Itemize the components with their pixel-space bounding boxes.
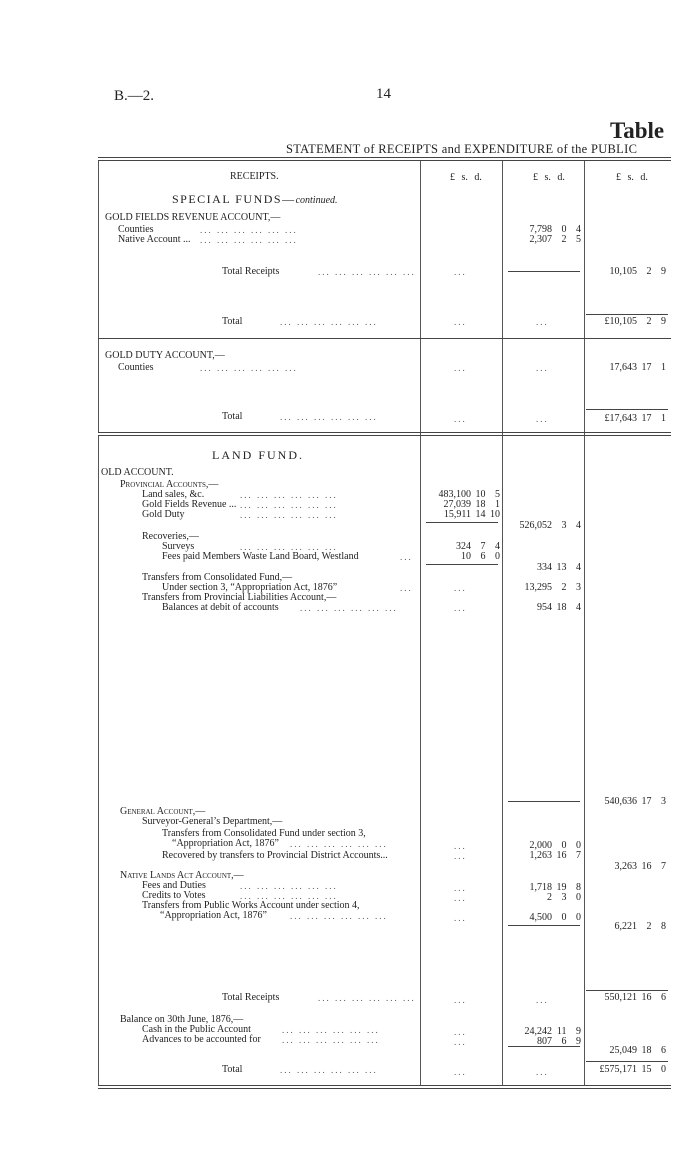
gd-total-leaders: ... ... ... ... ... ...: [280, 412, 378, 422]
cash-c1: ...: [454, 1027, 467, 1037]
receipts-header: RECEIPTS.: [230, 171, 279, 182]
land-total-receipts-c2: ...: [536, 995, 549, 1005]
gf-native-leaders: ... ... ... ... ... ...: [200, 235, 298, 245]
col-divider-1: [420, 161, 421, 1086]
special-funds-end-rule-2: [98, 435, 671, 436]
balance-label: Balance on 30th June, 1876,—: [120, 1014, 244, 1025]
recovered-c1: ...: [454, 851, 467, 861]
gf-total-receipts-c1: ...: [454, 267, 467, 277]
advances-leaders: ... ... ... ... ... ...: [282, 1035, 380, 1045]
under-section-amount: 13,295 2 3: [524, 582, 581, 593]
table-top-rule: [98, 157, 671, 158]
land-total-receipts-leaders: ... ... ... ... ... ...: [318, 993, 416, 1003]
gd-total-amount: £17,643 17 1: [604, 413, 666, 424]
col3-header: £ s. d.: [616, 172, 648, 183]
under-section-label: Under section 3, “Appropriation Act, 1876”: [162, 582, 338, 593]
land-fund-heading: LAND FUND.: [212, 448, 304, 462]
transfers-cons-amount: 2,000 0 0: [529, 840, 581, 851]
transfers-cons-label-2: “Appropriation Act, 1876”: [172, 838, 279, 849]
gf-total-receipts-amount: 10,105 2 9: [609, 266, 666, 277]
grand-total-amount: £575,171 15 0: [599, 1064, 666, 1075]
grand-total-c2: ...: [536, 1067, 549, 1077]
provincial-rule: [426, 522, 498, 523]
gf-total-top-rule: [586, 314, 668, 315]
credits-votes-c1: ...: [454, 893, 467, 903]
recovered-amount: 1,263 16 7: [529, 850, 581, 861]
fees-label: Fees paid Members Waste Land Board, Westland: [162, 551, 359, 562]
gold-duty-label: Gold Duty: [142, 509, 185, 520]
advances-amount: 807 6 9: [537, 1036, 581, 1047]
gd-counties-c1: ...: [454, 363, 467, 373]
cash-label: Cash in the Public Account: [142, 1024, 251, 1035]
provincial-total: 526,052 3 4: [519, 520, 581, 531]
transfers-cons-label-1: Transfers from Consolidated Fund under section 3,: [162, 828, 366, 839]
recovered-label: Recovered by transfers to Provincial District Accounts...: [162, 850, 388, 861]
transfers-pw-label-2: “Appropriation Act, 1876”: [160, 910, 267, 921]
recoveries-total: 334 13 4: [537, 562, 581, 573]
surveyor-general-label: Surveyor-General’s Department,—: [142, 816, 283, 827]
transfers-pw-leaders: ... ... ... ... ... ...: [290, 911, 388, 921]
col-divider-3: [584, 161, 585, 1086]
gd-counties-amount: 17,643 17 1: [609, 362, 666, 373]
gf-total-c1: ...: [454, 317, 467, 327]
col2-header: £ s. d.: [533, 172, 565, 183]
balances-debit-amount: 954 18 4: [537, 602, 581, 613]
gf-total-amount: £10,105 2 9: [604, 316, 666, 327]
advances-label: Advances to be accounted for: [142, 1034, 261, 1045]
fees-duties-c1: ...: [454, 883, 467, 893]
transfers-cons-c1: ...: [454, 841, 467, 851]
grand-total-label: Total: [222, 1064, 243, 1075]
transfers-pw-amount: 4,500 0 0: [529, 912, 581, 923]
balances-debit-leaders: ... ... ... ... ... ...: [300, 603, 398, 613]
general-account-total: 3,263 16 7: [614, 861, 666, 872]
gd-total-c1: ...: [454, 414, 467, 424]
native-lands-total: 6,221 2 8: [614, 921, 666, 932]
col-divider-2: [502, 161, 503, 1086]
special-funds-end-rule: [98, 432, 671, 433]
gold-fields-revenue-leaders: ... ... ... ... ... ...: [240, 500, 338, 510]
gold-duty-title: GOLD DUTY ACCOUNT,—: [105, 350, 225, 361]
transfers-consolidated-label: Transfers from Consolidated Fund,—: [142, 572, 293, 583]
gf-total-receipts-label: Total Receipts: [222, 266, 280, 277]
land-sales-amount: 483,100 10 5: [438, 489, 500, 500]
gf-total-label: Total: [222, 316, 243, 327]
gf-total-receipts-leaders: ... ... ... ... ... ...: [318, 267, 416, 277]
land-total-receipts-c1: ...: [454, 995, 467, 1005]
land-total-receipts-rule: [586, 990, 668, 991]
land-sales-label: Land sales, &c.: [142, 489, 205, 500]
provincial-accounts-label: Provincial Accounts,—: [120, 479, 219, 490]
fees-duties-leaders: ... ... ... ... ... ...: [240, 881, 338, 891]
transfers-provincial-label: Transfers from Provincial Liabilities Account,—: [142, 592, 337, 603]
gd-counties-label: Counties: [118, 362, 154, 373]
native-lands-label: Native Lands Act Account,—: [120, 870, 244, 881]
balance-rule: [508, 1046, 580, 1047]
gf-counties-amount: 7,798 0 4: [529, 224, 581, 235]
old-account-total: 540,636 17 3: [604, 796, 666, 807]
gd-counties-c2: ...: [536, 363, 549, 373]
left-border-lower: [98, 436, 99, 1086]
transfers-cons-leaders: ... ... ... ... ... ...: [290, 839, 388, 849]
under-section-leaders: ...: [400, 583, 413, 593]
gf-section-rule: [98, 338, 671, 339]
balances-debit-c1: ...: [454, 603, 467, 613]
recoveries-rule: [426, 564, 498, 565]
gd-total-c2: ...: [536, 414, 549, 424]
page-reference: B.—2.: [114, 88, 155, 104]
gf-total-leaders: ... ... ... ... ... ...: [280, 317, 378, 327]
table-top-rule-2: [98, 160, 671, 161]
land-sales-leaders: ... ... ... ... ... ...: [240, 490, 338, 500]
table-bottom-rule: [98, 1085, 671, 1086]
fees-duties-label: Fees and Duties: [142, 880, 206, 891]
gf-total-c2: ...: [536, 317, 549, 327]
general-account-label: General Account,—: [120, 806, 206, 817]
page-number: 14: [376, 86, 391, 102]
transfers-pw-c1: ...: [454, 913, 467, 923]
grand-total-c1: ...: [454, 1067, 467, 1077]
land-total-receipts-label: Total Receipts: [222, 992, 280, 1003]
surveys-amount: 324 7 4: [456, 541, 500, 552]
recoveries-label: Recoveries,—: [142, 531, 199, 542]
statement-title: STATEMENT of RECEIPTS and EXPENDITURE of the PUBLIC: [286, 142, 638, 156]
balance-total: 25,049 18 6: [609, 1045, 666, 1056]
credits-votes-amount: 2 3 0: [547, 892, 581, 903]
gf-native-label: Native Account ...: [118, 234, 191, 245]
fees-leaders: ...: [400, 552, 413, 562]
gd-total-top-rule: [586, 409, 668, 410]
gold-fields-revenue-amount: 27,039 18 1: [443, 499, 500, 510]
advances-c1: ...: [454, 1037, 467, 1047]
balances-debit-label: Balances at debit of accounts: [162, 602, 279, 613]
cash-amount: 24,242 11 9: [524, 1026, 581, 1037]
old-account-rule: [508, 801, 580, 802]
gold-duty-amount: 15,911 14 10: [443, 509, 500, 520]
credits-votes-leaders: ... ... ... ... ... ...: [240, 891, 338, 901]
fees-duties-amount: 1,718 19 8: [529, 882, 581, 893]
gf-rule: [508, 271, 580, 272]
col1-header: £ s. d.: [450, 172, 482, 183]
gd-counties-leaders: ... ... ... ... ... ...: [200, 363, 298, 373]
table-bottom-rule-2: [98, 1088, 671, 1089]
gold-fields-revenue-label: Gold Fields Revenue ...: [142, 499, 237, 510]
under-section-c1: ...: [454, 583, 467, 593]
grand-total-leaders: ... ... ... ... ... ...: [280, 1065, 378, 1075]
native-lands-rule: [508, 925, 580, 926]
gf-counties-label: Counties: [118, 224, 154, 235]
cash-leaders: ... ... ... ... ... ...: [282, 1025, 380, 1035]
credits-votes-label: Credits to Votes: [142, 890, 206, 901]
special-funds-heading: SPECIAL FUNDS—continued.: [172, 192, 338, 206]
left-border: [98, 161, 99, 433]
fees-amount: 10 6 0: [461, 551, 500, 562]
land-total-receipts-amount: 550,121 16 6: [604, 992, 666, 1003]
table-word: Table: [610, 118, 665, 143]
old-account-title: OLD ACCOUNT.: [101, 467, 174, 478]
gold-fields-title: GOLD FIELDS REVENUE ACCOUNT,—: [105, 212, 281, 223]
grand-total-top-rule: [586, 1061, 668, 1062]
gold-duty-leaders: ... ... ... ... ... ...: [240, 510, 338, 520]
transfers-pw-label-1: Transfers from Public Works Account under section 4,: [142, 900, 360, 911]
gf-native-amount: 2,307 2 5: [529, 234, 581, 245]
surveys-leaders: ... ... ... ... ... ...: [240, 542, 338, 552]
gf-counties-leaders: ... ... ... ... ... ...: [200, 225, 298, 235]
surveys-label: Surveys: [162, 541, 195, 552]
gd-total-label: Total: [222, 411, 243, 422]
